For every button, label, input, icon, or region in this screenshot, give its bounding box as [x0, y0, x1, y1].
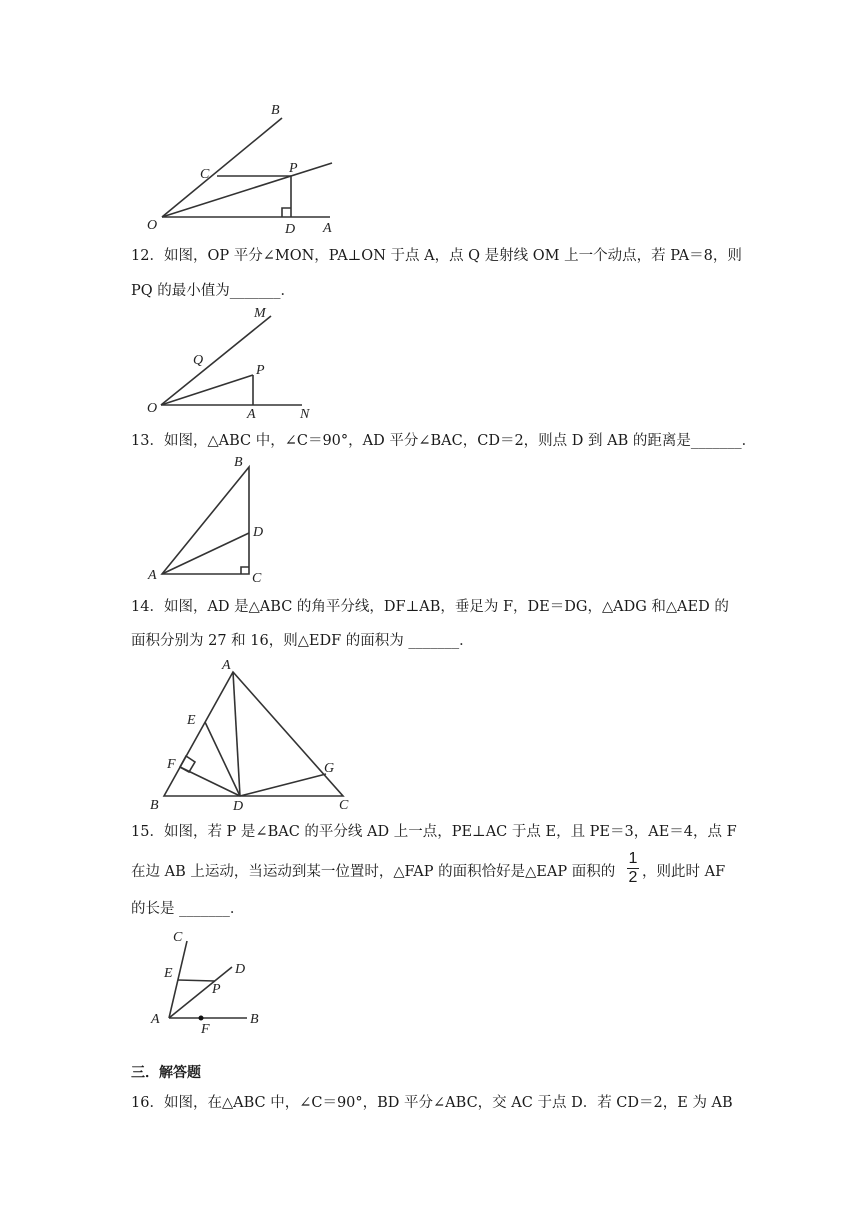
question-14-line-1: 14．如图，AD 是△ABC 的角平分线，DF⊥AB，垂足为 F，DE＝DG，△ADG 和△AED 的 — [131, 599, 729, 615]
label-B: B — [271, 103, 280, 118]
label-P: P — [289, 161, 298, 176]
question-12-line-2: PQ 的最小值为_______． — [131, 283, 296, 299]
label-P: P — [256, 363, 265, 378]
question-12-line-1: 12．如图，OP 平分∠MON，PA⊥ON 于点 A，点 Q 是射线 OM 上一个动点，若 PA＝8，则 — [131, 248, 742, 264]
question-15-line-2a: 在边 AB 上运动，当运动到某一位置时，△FAP 的面积恰好是△EAP 面积的 — [131, 864, 616, 880]
label-M: M — [254, 306, 266, 321]
label-E: E — [187, 713, 196, 728]
label-P: P — [212, 982, 221, 997]
label-Q: Q — [193, 353, 204, 368]
label-A: A — [247, 407, 256, 420]
label-D: D — [233, 799, 244, 814]
question-16-line-1: 16．如图，在△ABC 中，∠C＝90°，BD 平分∠ABC，交 AC 于点 D．若 CD＝2，E 为 AB — [131, 1095, 733, 1111]
label-C: C — [200, 167, 210, 182]
question-15-line-2b: ，则此时 AF — [642, 864, 726, 880]
fraction-numerator: 1 — [628, 850, 638, 867]
question-15-line-1: 15．如图，若 P 是∠BAC 的平分线 AD 上一点，PE⊥AC 于点 E，且 PE＝3，AE＝4，点 F — [131, 824, 737, 840]
label-C: C — [173, 930, 183, 945]
label-F: F — [201, 1022, 210, 1035]
label-F: F — [167, 757, 176, 772]
label-A: A — [323, 221, 332, 236]
figure-q13 — [140, 450, 280, 590]
label-O: O — [147, 218, 158, 233]
figure-q14 — [140, 652, 370, 814]
fraction-denominator: 2 — [628, 869, 638, 886]
point-F — [199, 1016, 204, 1021]
figure-q15 — [140, 925, 280, 1035]
section-title: 三．解答题 — [131, 1065, 201, 1081]
label-B: B — [250, 1012, 259, 1027]
label-B: B — [234, 455, 243, 470]
label-D: D — [253, 525, 264, 540]
label-N: N — [300, 407, 310, 420]
label-G: G — [324, 761, 335, 776]
question-13-line-1: 13．如图，△ABC 中，∠C＝90°，AD 平分∠BAC，CD＝2，则点 D 到 AB 的距离是_______． — [131, 433, 757, 449]
question-15-line-3: 的长是 _______． — [131, 901, 245, 917]
label-E: E — [164, 966, 173, 981]
fraction-one-half — [626, 850, 640, 887]
label-O: O — [147, 401, 158, 416]
label-C: C — [339, 798, 349, 813]
label-A: A — [222, 658, 231, 673]
label-D: D — [285, 222, 296, 237]
figure-q12 — [140, 302, 340, 420]
figure-q11 — [140, 100, 350, 240]
question-14-line-2: 面积分别为 27 和 16，则△EDF 的面积为 _______． — [131, 633, 474, 649]
label-D: D — [235, 962, 246, 977]
label-C: C — [252, 571, 262, 586]
label-A: A — [148, 568, 157, 583]
label-A: A — [151, 1012, 160, 1027]
label-B: B — [150, 798, 159, 813]
